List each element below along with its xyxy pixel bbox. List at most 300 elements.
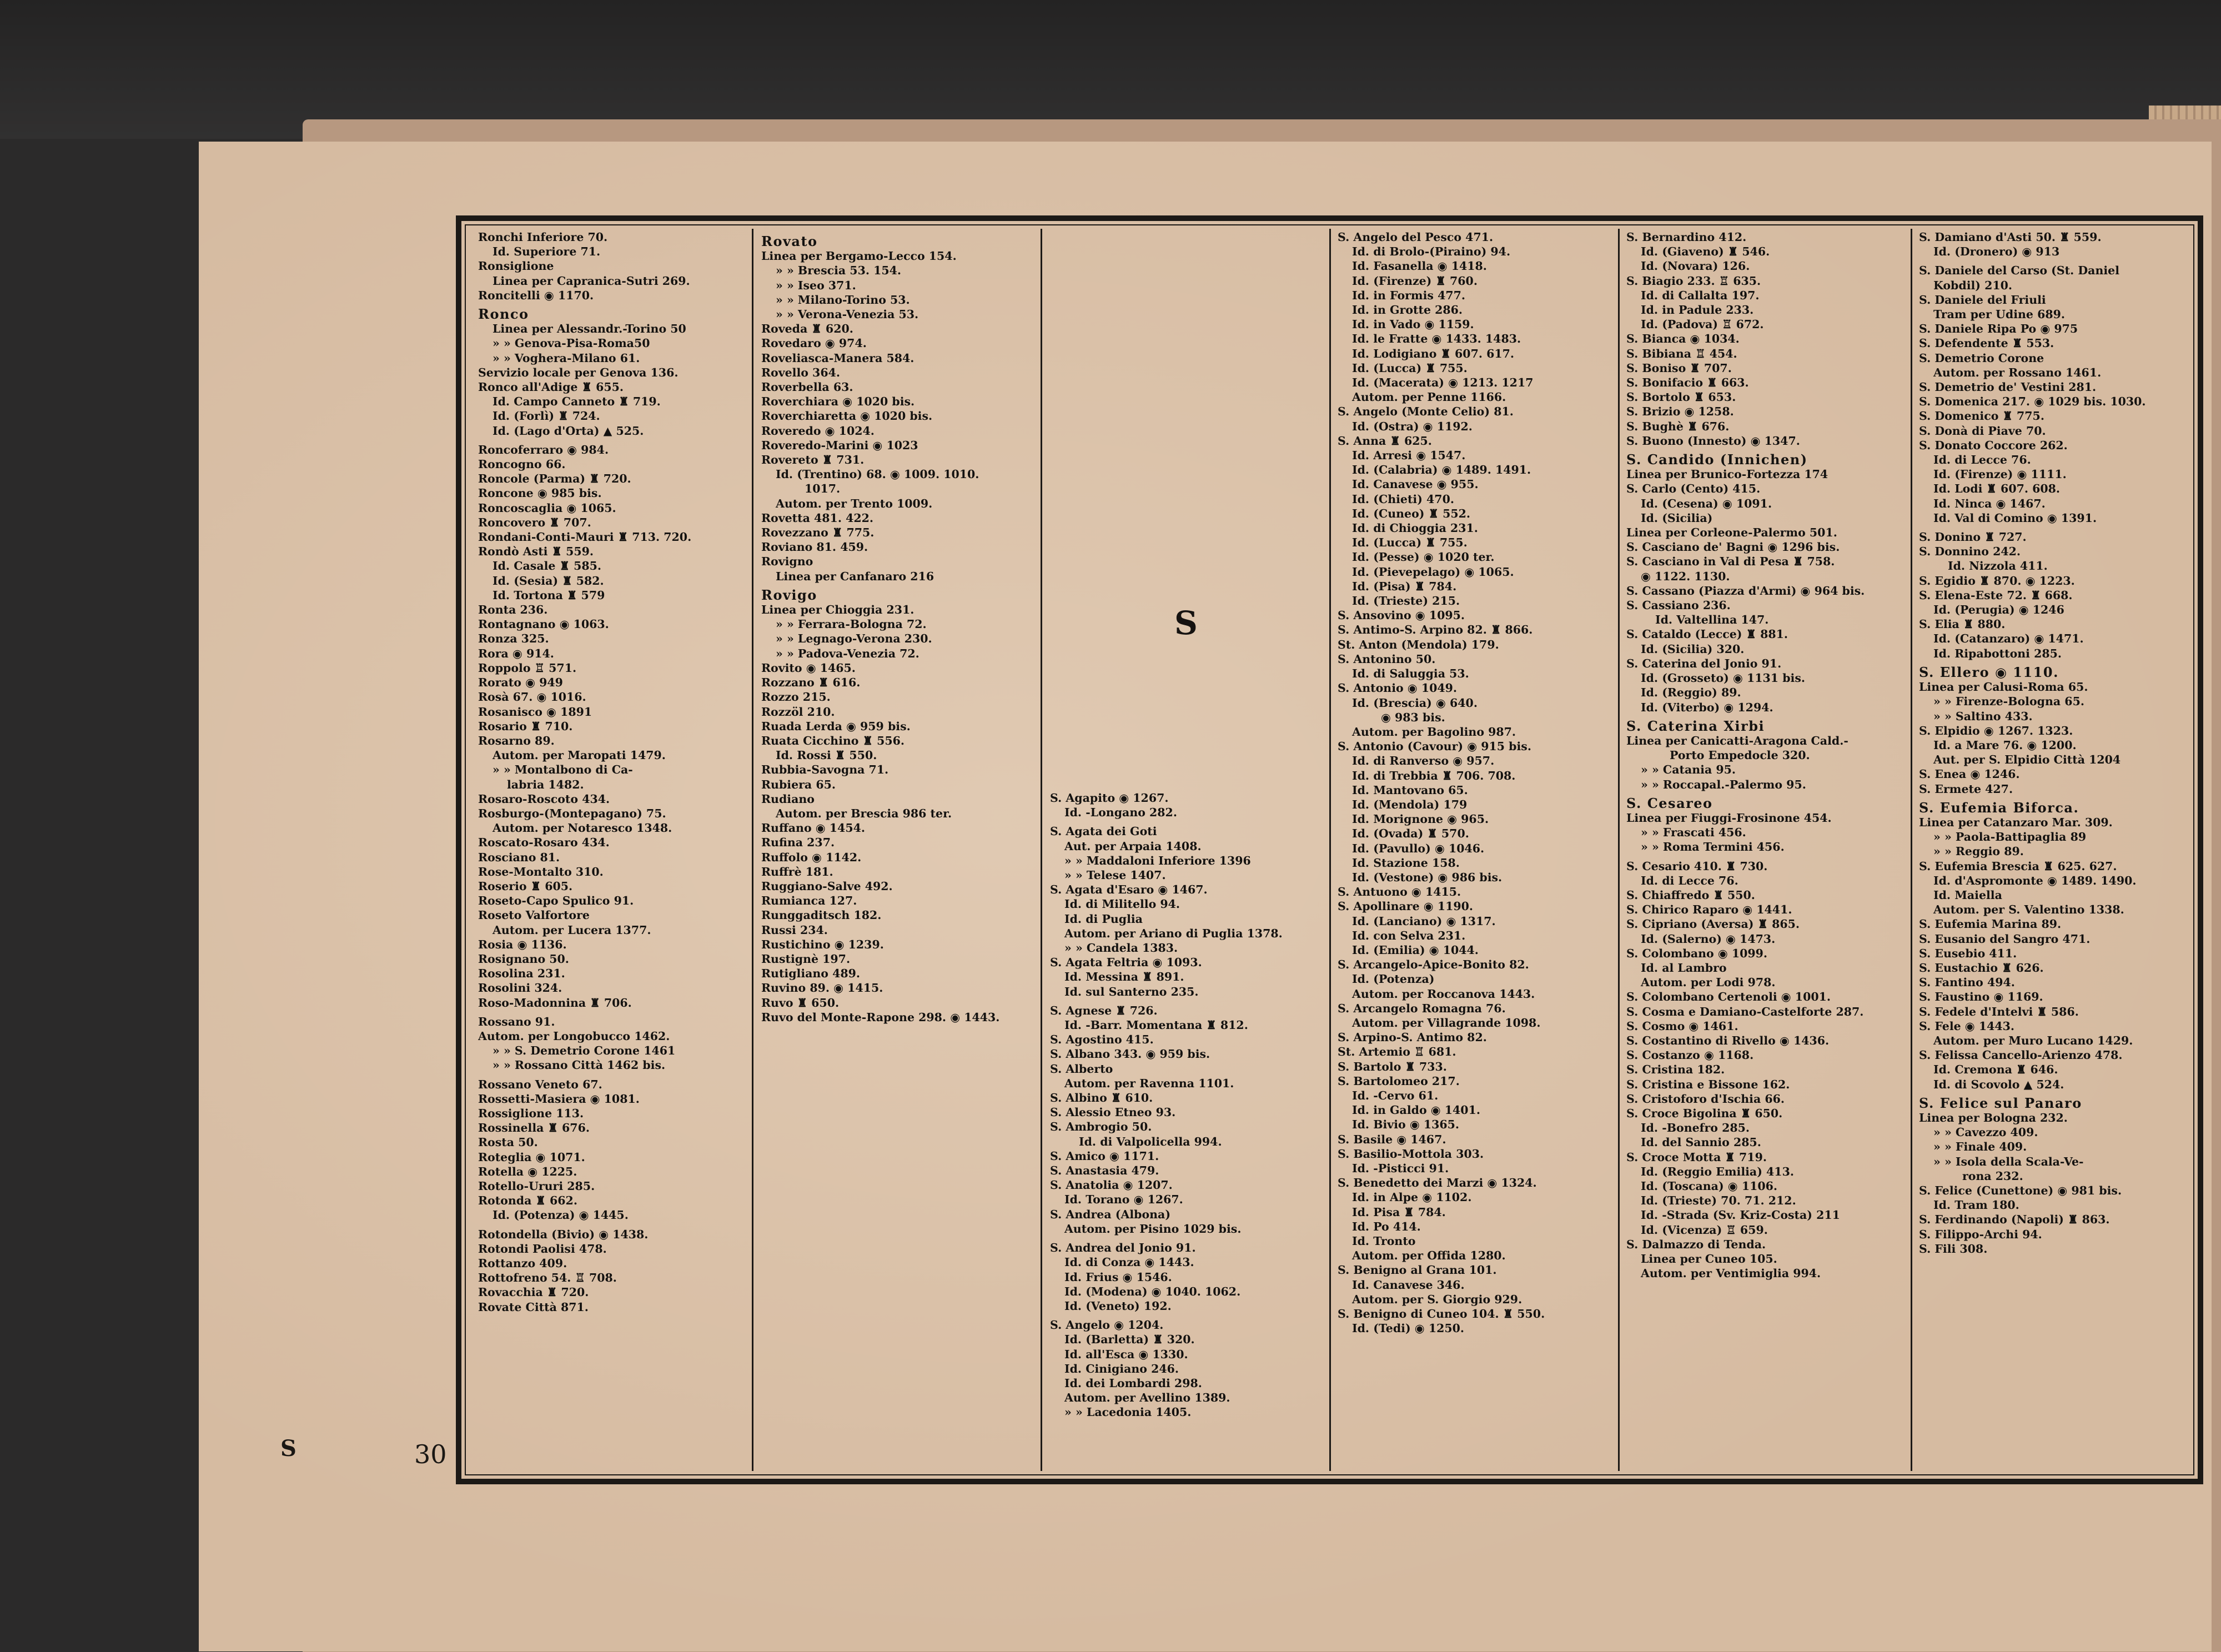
index-entry: Ronta 236. <box>478 603 548 617</box>
index-entry: Id. (Chieti) 470. <box>1352 492 1454 506</box>
index-entry: Roteglia ◉ 1071. <box>478 1150 585 1164</box>
index-entry: Id. -Bonefro 285. <box>1641 1121 1750 1135</box>
index-entry: S. Costantino di Rivello ◉ 1436. <box>1626 1033 1830 1047</box>
index-entry: Rovigno <box>761 555 813 569</box>
index-entry: Id. -Cervo 61. <box>1352 1088 1439 1102</box>
index-entry: Rotondella (Bivio) ◉ 1438. <box>478 1227 649 1241</box>
index-entry: Rovacchia ♜ 720. <box>478 1286 589 1299</box>
index-entry: Rondò Asti ♜ 559. <box>478 545 594 559</box>
index-entry: » » Maddaloni Inferiore 1396 <box>1064 853 1251 867</box>
index-entry: S. Agata dei Goti <box>1050 825 1157 838</box>
index-entry: Autom. per Lodi 978. <box>1641 976 1776 990</box>
index-entry: Id. (Trieste) 70. 71. 212. <box>1641 1194 1796 1208</box>
index-entry: Id. Ripabottoni 285. <box>1933 646 2062 660</box>
index-entry: Id. del Sannio 285. <box>1641 1136 1761 1149</box>
index-entry: Id. di Puglia <box>1064 912 1143 926</box>
index-entry: Linea per Calusi-Roma 65. <box>1919 680 2088 694</box>
index-entry: Ruffano ◉ 1454. <box>761 821 865 835</box>
index-entry: S. Daniele Ripa Po ◉ 975 <box>1919 322 2078 336</box>
index-entry: Rorato ◉ 949 <box>478 676 563 690</box>
index-entry: Id. (Pievepelago) ◉ 1065. <box>1352 565 1514 579</box>
index-entry: Tram per Udine 689. <box>1933 308 2066 322</box>
index-entry: Roncone ◉ 985 bis. <box>478 486 602 500</box>
index-entry: Rovetta 481. 422. <box>761 511 874 525</box>
index-entry: S. Bartolomeo 217. <box>1338 1074 1460 1088</box>
index-entry: S. Bernardino 412. <box>1626 230 1747 244</box>
index-entry: Id. (Forlì) ♜ 724. <box>493 409 600 423</box>
index-entry: Id. (Vestone) ◉ 986 bis. <box>1352 870 1503 884</box>
index-entry: S. Bartolo ♜ 733. <box>1338 1060 1447 1073</box>
index-entry: Id. Casale ♜ 585. <box>493 559 602 573</box>
index-entry: Id. di Ranverso ◉ 957. <box>1352 754 1495 768</box>
index-entry: » » Ferrara-Bologna 72. <box>776 617 927 631</box>
index-entry: St. Anton (Mendola) 179. <box>1338 637 1499 651</box>
index-entry: Ruffolo ◉ 1142. <box>761 850 862 864</box>
index-entry: S. Cristoforo d'Ischia 66. <box>1626 1092 1785 1106</box>
index-entry: Id. Superiore 71. <box>493 245 601 259</box>
index-entry: S. Antonio (Cavour) ◉ 915 bis. <box>1338 740 1531 754</box>
index-heading: S. Eufemia Biforca. <box>1919 799 2079 816</box>
index-entry: Ronco all'Adige ♜ 655. <box>478 380 624 394</box>
index-entry: S. Defendente ♜ 553. <box>1919 337 2054 350</box>
index-entry: Id. in Alpe ◉ 1102. <box>1352 1191 1472 1204</box>
index-entry: Autom. per Penne 1166. <box>1352 390 1506 404</box>
index-entry: Id. Campo Canneto ♜ 719. <box>493 395 661 409</box>
index-heading: S. Cesareo <box>1626 795 1713 811</box>
index-entry: S. Ferdinando (Napoli) ♜ 863. <box>1919 1213 2110 1227</box>
column-divider <box>1041 229 1042 1471</box>
index-entry: Id. Cremona ♜ 646. <box>1933 1063 2058 1077</box>
index-entry: Russi 234. <box>761 923 828 937</box>
index-entry: S. Carlo (Cento) 415. <box>1626 482 1761 496</box>
index-entry: Linea per Brunico-Fortezza 174 <box>1626 468 1828 481</box>
index-entry: Rustignè 197. <box>761 952 851 966</box>
index-entry: S. Cosmo ◉ 1461. <box>1626 1019 1738 1033</box>
index-entry: S. Filippo-Archi 94. <box>1919 1227 2042 1241</box>
index-entry: S. Donà di Piave 70. <box>1919 424 2046 438</box>
index-entry: Id. Nizzola 411. <box>1948 559 2048 573</box>
index-entry: Autom. per Longobucco 1462. <box>478 1029 670 1043</box>
index-entry: Autom. per Brescia 986 ter. <box>776 806 952 820</box>
index-entry: ◉ 1122. 1130. <box>1641 569 1730 583</box>
index-entry: Id. all'Esca ◉ 1330. <box>1064 1347 1188 1361</box>
index-entry: » » Roccapal.-Palermo 95. <box>1641 777 1806 791</box>
index-entry: Id. (Ostra) ◉ 1192. <box>1352 419 1473 433</box>
index-column-4 <box>1338 230 1610 1470</box>
index-entry: S. Cassano (Piazza d'Armi) ◉ 964 bis. <box>1626 584 1865 597</box>
index-entry: » » Candela 1383. <box>1064 941 1178 955</box>
index-entry: Id. Valtellina 147. <box>1655 613 1769 627</box>
index-entry: S. Bortolo ♜ 653. <box>1626 390 1736 404</box>
index-entry: Aut. per Arpaia 1408. <box>1064 839 1202 853</box>
backdrop <box>0 0 2221 139</box>
index-entry: Rose-Montalto 310. <box>478 865 604 878</box>
index-entry: S. Chirico Raparo ◉ 1441. <box>1626 903 1792 917</box>
index-entry: » » Frascati 456. <box>1641 826 1746 840</box>
index-entry: Rosciano 81. <box>478 850 560 864</box>
index-entry: Autom. per Notaresco 1348. <box>493 821 672 835</box>
index-entry: S. Donino ♜ 727. <box>1919 530 2027 544</box>
index-entry: Rossiglione 113. <box>478 1106 584 1120</box>
index-entry: S. Andrea (Albona) <box>1050 1207 1171 1221</box>
index-entry: S. Felice (Cunettone) ◉ 981 bis. <box>1919 1184 2122 1197</box>
index-entry: S. Egidio ♜ 870. ◉ 1223. <box>1919 574 2075 588</box>
index-column-1 <box>478 230 745 1470</box>
index-entry: » » Cavezzo 409. <box>1933 1126 2038 1139</box>
index-heading: Rovato <box>761 233 818 249</box>
index-entry: Id. (Firenze) ♜ 760. <box>1352 274 1478 288</box>
index-entry: S. Croce Bigolina ♜ 650. <box>1626 1106 1783 1120</box>
index-entry: S. Eusebio 411. <box>1919 946 2017 960</box>
index-entry: Id. le Fratte ◉ 1433. 1483. <box>1352 332 1521 346</box>
index-entry: Id. -Pisticci 91. <box>1352 1162 1449 1175</box>
index-entry: Id. (Novara) 126. <box>1641 259 1750 273</box>
index-entry: Rozzo 215. <box>761 690 831 704</box>
column-divider <box>1911 229 1912 1471</box>
index-entry: Rotello-Ururi 285. <box>478 1179 595 1193</box>
index-entry: Id. (Trieste) 215. <box>1352 594 1460 608</box>
index-entry: S. Benedetto dei Marzi ◉ 1324. <box>1338 1176 1537 1190</box>
index-entry: Roverchiaretta ◉ 1020 bis. <box>761 409 933 423</box>
page-number: 30 <box>414 1439 447 1469</box>
index-entry: Id. (Cuneo) ♜ 552. <box>1352 506 1471 520</box>
index-entry: Autom. per Ravenna 1101. <box>1064 1076 1234 1090</box>
index-entry: S. Eusanio del Sangro 471. <box>1919 932 2091 946</box>
index-entry: Id. Lodigiano ♜ 607. 617. <box>1352 347 1515 360</box>
index-heading: Rovigo <box>761 586 817 603</box>
index-entry: S. Dalmazzo di Tenda. <box>1626 1237 1766 1251</box>
index-entry: S. Casciano de' Bagni ◉ 1296 bis. <box>1626 540 1840 554</box>
index-heading: S. Candido (Innichen) <box>1626 451 1808 468</box>
index-entry: S. Croce Motta ♜ 719. <box>1626 1150 1767 1164</box>
index-entry: Autom. per Rossano 1461. <box>1933 365 2102 379</box>
index-entry: S. Alberto <box>1050 1062 1113 1076</box>
index-entry: S. Basile ◉ 1467. <box>1338 1132 1446 1146</box>
index-entry: S. Cataldo (Lecce) ♜ 881. <box>1626 627 1788 641</box>
index-entry: S. Boniso ♜ 707. <box>1626 361 1732 375</box>
index-entry: Id. Lodi ♜ 607. 608. <box>1933 482 2061 496</box>
index-entry: S. Domenico ♜ 775. <box>1919 409 2044 423</box>
index-entry: » » Milano-Torino 53. <box>776 293 910 307</box>
index-entry: Id. (Lucca) ♜ 755. <box>1352 536 1468 550</box>
index-entry: Rondani-Conti-Mauri ♜ 713. 720. <box>478 530 692 544</box>
index-entry: Autom. per Roccanova 1443. <box>1352 987 1535 1001</box>
index-entry: Kobdil) 210. <box>1933 278 2013 292</box>
index-entry: Linea per Chioggia 231. <box>761 603 914 617</box>
index-entry: S. Donnino 242. <box>1919 545 2021 559</box>
index-entry: Autom. per Ventimiglia 994. <box>1641 1267 1821 1281</box>
index-entry: Id. (Reggio) 89. <box>1641 686 1741 700</box>
index-entry: rona 232. <box>1962 1169 2023 1183</box>
index-entry: S. Agnese ♜ 726. <box>1050 1003 1158 1017</box>
index-entry: Id. Mantovano 65. <box>1352 783 1468 797</box>
index-entry: Roviano 81. 459. <box>761 540 868 554</box>
index-entry: Id. -Barr. Momentana ♜ 812. <box>1064 1018 1248 1032</box>
index-entry: Porto Empedocle 320. <box>1670 749 1810 762</box>
index-entry: Roppolo ♖ 571. <box>478 661 577 675</box>
index-entry: Id. di Valpolicella 994. <box>1079 1134 1222 1148</box>
index-entry: Roscato-Rosaro 434. <box>478 836 610 850</box>
index-entry: Roveda ♜ 620. <box>761 322 853 336</box>
index-entry: S. Albano 343. ◉ 959 bis. <box>1050 1047 1210 1061</box>
index-entry: Rufina 237. <box>761 836 835 850</box>
index-entry: S. Cristina 182. <box>1626 1063 1725 1077</box>
index-entry: Rossinella ♜ 676. <box>478 1121 590 1135</box>
index-entry: S. Faustino ◉ 1169. <box>1919 990 2043 1004</box>
index-entry: Autom. per Trento 1009. <box>776 496 933 510</box>
index-entry: Id. di Callalta 197. <box>1641 288 1760 302</box>
index-entry: Id. (Grosseto) ◉ 1131 bis. <box>1641 671 1805 685</box>
index-entry: S. Fili 308. <box>1919 1242 1988 1256</box>
index-heading: S. Caterina Xirbi <box>1626 717 1765 734</box>
index-entry: » » Padova-Venezia 72. <box>776 646 919 660</box>
index-entry: Rotonda ♜ 662. <box>478 1194 577 1208</box>
index-entry: S. Demetrio Corone <box>1919 351 2044 365</box>
index-entry: » » Iseo 371. <box>776 278 856 292</box>
index-entry: S. Elpidio ◉ 1267. 1323. <box>1919 724 2073 737</box>
index-entry: Id. Pisa ♜ 784. <box>1352 1205 1446 1219</box>
index-entry: Rosburgo-(Montepagano) 75. <box>478 806 666 820</box>
index-entry: S. Amico ◉ 1171. <box>1050 1149 1159 1163</box>
index-entry: Roso-Madonnina ♜ 706. <box>478 996 632 1010</box>
index-entry: S. Bianca ◉ 1034. <box>1626 332 1740 346</box>
index-entry: S. Andrea del Jonio 91. <box>1050 1241 1196 1255</box>
index-entry: S. Ambrogio 50. <box>1050 1120 1152 1134</box>
index-entry: S. Bibiana ♖ 454. <box>1626 347 1737 360</box>
index-entry: Id. Ninca ◉ 1467. <box>1933 496 2046 510</box>
index-entry: » » Genova-Pisa-Roma50 <box>493 337 650 350</box>
section-letter: S <box>1174 604 1198 642</box>
index-entry: » » Rossano Città 1462 bis. <box>493 1058 666 1072</box>
index-entry: Id. d'Aspromonte ◉ 1489. 1490. <box>1933 873 2137 887</box>
index-entry: Id. (Pisa) ♜ 784. <box>1352 579 1457 593</box>
index-entry: Id. Frius ◉ 1546. <box>1064 1270 1172 1284</box>
index-entry: Id. (Sesia) ♜ 582. <box>493 574 604 588</box>
index-entry: Rosà 67. ◉ 1016. <box>478 690 586 704</box>
index-entry: Ronchi Inferiore 70. <box>478 230 608 244</box>
index-entry: S. Benigno al Grana 101. <box>1338 1263 1497 1277</box>
index-entry: Autom. per Bagolino 987. <box>1352 725 1516 739</box>
index-entry: Rovedaro ◉ 974. <box>761 337 867 350</box>
index-entry: S. Bughè ♜ 676. <box>1626 419 1730 433</box>
index-entry: S. Fantino 494. <box>1919 976 2015 990</box>
index-heading: Ronco <box>478 306 529 323</box>
index-entry: Id. di Trebbia ♜ 706. 708. <box>1352 769 1516 782</box>
index-entry: Roveredo-Marini ◉ 1023 <box>761 438 918 452</box>
index-entry: Autom. per Avellino 1389. <box>1064 1391 1230 1405</box>
index-entry: S. Fedele d'Intelvi ♜ 586. <box>1919 1005 2079 1018</box>
index-column-3 <box>1050 230 1322 1470</box>
index-entry: S. Eufemia Marina 89. <box>1919 917 2062 931</box>
index-entry: S. Colombano ◉ 1099. <box>1626 946 1768 960</box>
index-entry: Id. con Selva 231. <box>1352 928 1466 942</box>
index-entry: Id. (Pavullo) ◉ 1046. <box>1352 841 1485 855</box>
index-entry: Id. (Veneto) 192. <box>1064 1299 1172 1313</box>
index-entry: Id. (Brescia) ◉ 640. <box>1352 696 1478 710</box>
index-entry: Id. (Salerno) ◉ 1473. <box>1641 932 1776 946</box>
index-entry: S. Eustachio ♜ 626. <box>1919 961 2044 975</box>
index-entry: Id. in Grotte 286. <box>1352 303 1463 317</box>
index-entry: Roncogno 66. <box>478 458 566 471</box>
index-entry: S. Arcangelo-Apice-Bonito 82. <box>1338 958 1529 972</box>
index-entry: Autom. per S. Valentino 1338. <box>1933 903 2124 917</box>
index-entry: Id. Bivio ◉ 1365. <box>1352 1118 1460 1132</box>
index-entry: Ruata Cicchino ♜ 556. <box>761 734 905 747</box>
index-entry: St. Artemio ♖ 681. <box>1338 1045 1456 1059</box>
index-entry: Rosolini 324. <box>478 981 562 995</box>
index-entry: Roserio ♜ 605. <box>478 879 573 893</box>
index-entry: Autom. per Ariano di Puglia 1378. <box>1064 926 1283 940</box>
index-entry: » » Catania 95. <box>1641 763 1736 777</box>
index-entry: S. Antonino 50. <box>1338 652 1436 666</box>
index-entry: Linea per Canfanaro 216 <box>776 569 934 583</box>
index-entry: Autom. per Maropati 1479. <box>493 749 666 762</box>
index-entry: S. Antonio ◉ 1049. <box>1338 681 1458 695</box>
index-entry: Id. di Lecce 76. <box>1933 453 2031 467</box>
index-entry: Id. (Trentino) 68. ◉ 1009. 1010. <box>776 468 979 481</box>
index-entry: S. Agata Feltria ◉ 1093. <box>1050 956 1202 970</box>
index-entry: S. Antimo-S. Arpino 82. ♜ 866. <box>1338 623 1533 637</box>
index-entry: Id. Stazione 158. <box>1352 856 1460 870</box>
index-entry: Id. Torano ◉ 1267. <box>1064 1193 1183 1207</box>
index-entry: Linea per Catanzaro Mar. 309. <box>1919 815 2113 829</box>
index-entry: Id. (Macerata) ◉ 1213. 1217 <box>1352 376 1534 390</box>
index-entry: Autom. per Pisino 1029 bis. <box>1064 1222 1242 1236</box>
index-entry: S. Anastasia 479. <box>1050 1164 1159 1178</box>
index-entry: Rosaro-Roscoto 434. <box>478 792 610 806</box>
index-entry: S. Arpino-S. Antimo 82. <box>1338 1031 1487 1045</box>
index-entry: Id. (Tedi) ◉ 1250. <box>1352 1322 1465 1335</box>
index-entry: Id. (Reggio Emilia) 413. <box>1641 1164 1794 1178</box>
index-entry: Id. (Dronero) ◉ 913 <box>1933 245 2060 259</box>
index-entry: Rosolina 231. <box>478 967 565 981</box>
index-entry: » » Isola della Scala-Ve- <box>1933 1154 2084 1168</box>
index-entry: Roseto-Capo Spulico 91. <box>478 894 634 908</box>
index-entry: Autom. per Muro Lucano 1429. <box>1933 1033 2133 1047</box>
index-entry: S. Damiano d'Asti 50. ♜ 559. <box>1919 230 2102 244</box>
index-entry: S. Casciano in Val di Pesa ♜ 758. <box>1626 555 1835 569</box>
index-entry: Id. (Cesena) ◉ 1091. <box>1641 496 1772 510</box>
index-entry: S. Demetrio de' Vestini 281. <box>1919 380 2097 394</box>
index-entry: Id. (Catanzaro) ◉ 1471. <box>1933 632 2084 646</box>
index-entry: Ruffrè 181. <box>761 865 833 878</box>
index-entry: Id. (Ovada) ♜ 570. <box>1352 827 1469 841</box>
index-entry: » » Finale 409. <box>1933 1140 2027 1154</box>
index-entry: Id. Rossi ♜ 550. <box>776 749 877 762</box>
index-entry: Id. di Brolo-(Piraino) 94. <box>1352 245 1511 259</box>
index-entry: Id. (Mendola) 179 <box>1352 797 1468 811</box>
index-entry: S. Angelo ◉ 1204. <box>1050 1318 1164 1332</box>
index-entry: Id. (Barletta) ♜ 320. <box>1064 1333 1195 1347</box>
index-entry: S. Elia ♜ 880. <box>1919 617 2006 631</box>
index-entry: S. Felissa Cancello-Arienzo 478. <box>1919 1048 2123 1062</box>
index-entry: Rotella ◉ 1225. <box>478 1164 577 1178</box>
index-entry: Roverchiara ◉ 1020 bis. <box>761 395 915 409</box>
index-frame <box>456 215 2203 1484</box>
index-entry: Id. (Modena) ◉ 1040. 1062. <box>1064 1284 1241 1298</box>
index-entry: Id. Val di Comino ◉ 1391. <box>1933 511 2097 525</box>
index-entry: Autom. per S. Giorgio 929. <box>1352 1292 1522 1306</box>
index-entry: Rubiera 65. <box>761 777 836 791</box>
index-entry: Rossano Veneto 67. <box>478 1077 602 1091</box>
index-entry: Linea per Cuneo 105. <box>1641 1252 1777 1266</box>
index-entry: Ronza 325. <box>478 632 549 646</box>
index-entry: Rovito ◉ 1465. <box>761 661 856 675</box>
index-entry: S. Agata d'Esaro ◉ 1467. <box>1050 883 1208 897</box>
index-heading: S. Felice sul Panaro <box>1919 1094 2082 1111</box>
index-entry: Linea per Fiuggi-Frosinone 454. <box>1626 811 1832 825</box>
index-entry: Id. Canavese 346. <box>1352 1278 1465 1292</box>
index-entry: Ruggiano-Salve 492. <box>761 879 893 893</box>
index-entry: Id. (Viterbo) ◉ 1294. <box>1641 700 1773 714</box>
margin-mark: S <box>280 1435 297 1462</box>
index-entry: Id. (Firenze) ◉ 1111. <box>1933 468 2067 481</box>
index-entry: S. Angelo del Pesco 471. <box>1338 230 1494 244</box>
index-entry: Rossetti-Masiera ◉ 1081. <box>478 1092 640 1106</box>
index-entry: Aut. per S. Elpidio Città 1204 <box>1933 753 2121 767</box>
index-entry: » » Legnago-Verona 230. <box>776 632 932 646</box>
index-entry: Id. in Galdo ◉ 1401. <box>1352 1103 1480 1117</box>
index-entry: Id. di Conza ◉ 1443. <box>1064 1256 1194 1269</box>
index-entry: Rossano 91. <box>478 1015 555 1028</box>
index-entry: S. Agapito ◉ 1267. <box>1050 791 1169 805</box>
index-entry: Id. (Lucca) ♜ 755. <box>1352 361 1468 375</box>
index-entry: Ruvino 89. ◉ 1415. <box>761 981 883 995</box>
index-entry: Id. (Potenza) ◉ 1445. <box>493 1208 629 1222</box>
index-entry: Rottofreno 54. ♖ 708. <box>478 1271 617 1285</box>
index-entry: Roncoferraro ◉ 984. <box>478 443 609 456</box>
index-entry: S. Costanzo ◉ 1168. <box>1626 1048 1754 1062</box>
index-entry: Rosignano 50. <box>478 952 569 966</box>
index-entry: Roncovero ♜ 707. <box>478 515 591 529</box>
index-entry: Rottanzo 409. <box>478 1257 567 1271</box>
index-entry: » » Firenze-Bologna 65. <box>1933 695 2084 709</box>
index-entry: Id. sul Santerno 235. <box>1064 985 1199 998</box>
index-entry: Rubbia-Savogna 71. <box>761 763 889 777</box>
index-column-5 <box>1626 230 1904 1470</box>
index-entry: Id. di Lecce 76. <box>1641 873 1738 887</box>
index-entry: Id. (Sicilia) 320. <box>1641 642 1745 656</box>
index-entry: Id. Messina ♜ 891. <box>1064 970 1184 984</box>
index-entry: Roverbella 63. <box>761 380 853 394</box>
index-entry: Linea per Bergamo-Lecco 154. <box>761 249 957 263</box>
index-entry: Id. -Strada (Sv. Kriz-Costa) 211 <box>1641 1208 1840 1222</box>
index-entry: S. Benigno di Cuneo 104. ♜ 550. <box>1338 1307 1545 1321</box>
index-entry: Rosta 50. <box>478 1136 538 1149</box>
index-entry: Rotondi Paolisi 478. <box>478 1242 607 1256</box>
index-entry: Id. (Giaveno) ♜ 546. <box>1641 245 1770 259</box>
index-entry: » » S. Demetrio Corone 1461 <box>493 1044 676 1058</box>
index-entry: Id. (Vicenza) ♖ 659. <box>1641 1223 1768 1237</box>
index-entry: S. Daniele del Friuli <box>1919 293 2046 307</box>
index-heading: S. Ellero ◉ 1110. <box>1919 664 2059 680</box>
index-entry: Roseto Valfortore <box>478 908 590 922</box>
index-entry: » » Telese 1407. <box>1064 868 1166 882</box>
index-entry: S. Donato Coccore 262. <box>1919 438 2068 452</box>
index-entry: Id. Arresi ◉ 1547. <box>1352 449 1466 463</box>
index-entry: S. Arcangelo Romagna 76. <box>1338 1001 1506 1015</box>
index-entry: Autom. per Villagrande 1098. <box>1352 1016 1541 1030</box>
column-divider <box>1329 229 1331 1471</box>
section-letter-spacer <box>1050 230 1322 791</box>
index-entry: Id. di Scovolo ▲ 524. <box>1933 1077 2064 1091</box>
index-entry: Id. (Potenza) <box>1352 972 1435 986</box>
index-entry: S. Cesario 410. ♜ 730. <box>1626 859 1768 873</box>
index-entry: Ruvo ♜ 650. <box>761 996 840 1010</box>
index-entry: S. Basilio-Mottola 303. <box>1338 1147 1484 1161</box>
index-entry: S. Eufemia Brescia ♜ 625. 627. <box>1919 859 2117 873</box>
index-entry: S. Colombano Certenoli ◉ 1001. <box>1626 990 1831 1004</box>
